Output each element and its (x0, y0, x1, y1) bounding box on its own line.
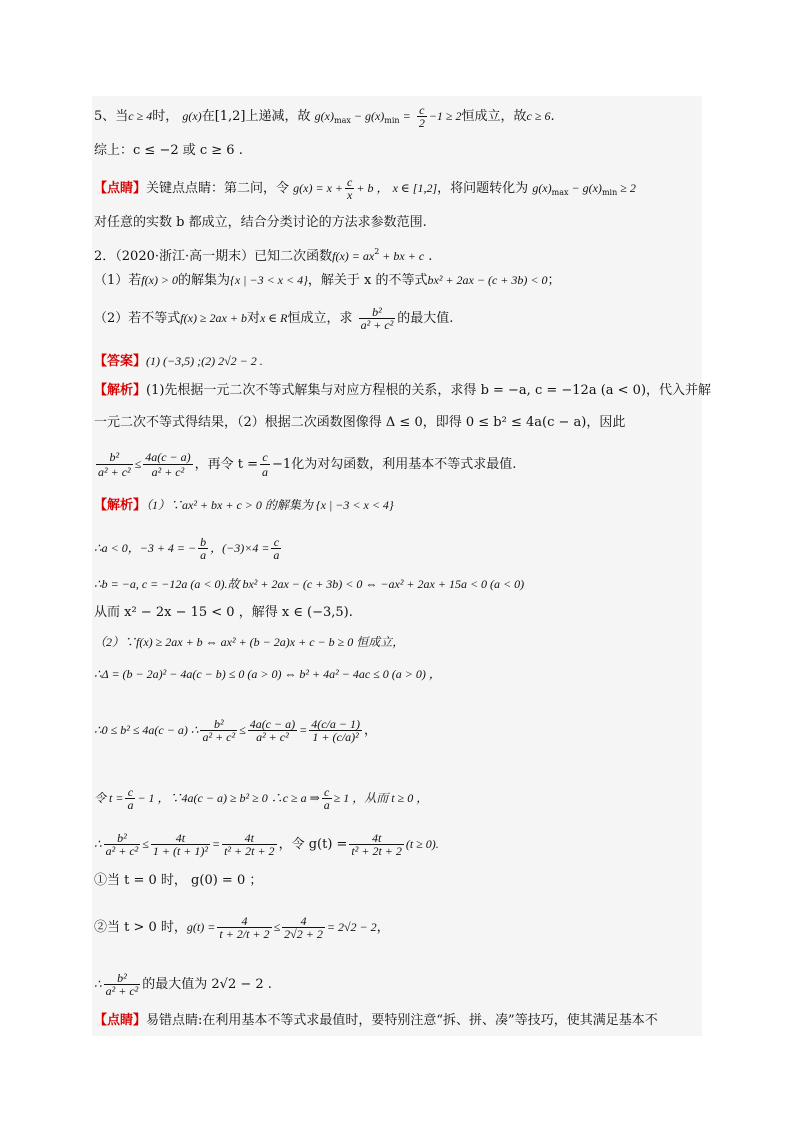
line-analysis-2 (94, 414, 625, 432)
math: g(x) (314, 109, 334, 123)
document-page (92, 96, 702, 1036)
math: x ∈ [1,2] (392, 181, 438, 195)
text: 恒成立，求 (287, 311, 353, 326)
math: c ≥ 6 (526, 109, 551, 123)
text: 关键点点睛：第二问，令 (146, 181, 290, 196)
text: 综上：c ≤ −2 或 c ≥ 6 . (94, 143, 243, 158)
math: g(x) (532, 181, 552, 195)
line-final-note (94, 1012, 658, 1030)
text: 2．（2020·浙江·高一期末）已知二次函数 (94, 249, 333, 264)
math: ≥ 2 (617, 181, 636, 195)
math: {x | −3 < x < 4} (230, 273, 308, 287)
tag-dianjing: 【点睛】 (94, 1013, 147, 1028)
line-solution-8: 令 t = $\frac{c}{a}$ − 1 ，∵4a(c − a) ≥ b² ≥ 0 ∴c ≥ a ⇒ $\frac{c}{a}$ ≥ 1 ，从而 t ≥ 0 ， (94, 785, 429, 812)
text: ，将问题转化为 (437, 181, 529, 196)
math: −1 ≥ 2 (428, 109, 462, 123)
text: 时， (152, 109, 179, 124)
math: + b ， (356, 181, 389, 195)
math: g(x) (182, 109, 202, 123)
text: 的解集为 (178, 273, 231, 288)
line-solution-4: 从而 x² − 2x − 15 < 0 ，解得 x ∈ (−3,5). (94, 605, 353, 620)
text: 对任意的实数 b 都成立，结合分类讨论的方法求参数范围. (94, 215, 427, 230)
math: g(x) = x + (293, 181, 344, 195)
fraction: $\frac{c}{2}$ (418, 103, 425, 130)
text: ，解关于 x 的不等式 (307, 273, 428, 288)
line-analysis-3: $\frac{\text{b²}}{\text{a² + c²}}$ ≤ $\frac{4a(c - a)}{\text{a² + c²}}$ ，再令 t = $\frac{c}{a}$ −1化为对勾函数，利用基本不等式求最值. (98, 450, 517, 479)
line-key-point-cont (94, 214, 427, 232)
math: + bx + c (379, 249, 425, 263)
math: f(x) > 0 (141, 273, 179, 287)
line-solution-1 (94, 496, 394, 515)
text: 5、当 (94, 109, 129, 124)
math: c ≥ 4 (128, 109, 153, 123)
line-problem-2-part1: （1）若f(x) > 0的解集为{x | −3 < x < 4}，解关于 x 的不等式bx² + 2ax − (c + 3b) < 0； (94, 273, 561, 288)
subscript: min (384, 116, 400, 125)
math: − g(x) (350, 109, 385, 123)
line-key-point: 【点睛】关键点点睛：第二问，令 g(x) = x + $\frac{c}{x}$ + b ， x ∈ [1,2]，将问题转化为 $g(x)_{max} - g(x)_{min} \ge 2$ (94, 175, 636, 202)
line-answer (94, 352, 263, 371)
tag-solution: 【解析】 (94, 498, 147, 513)
math: x ∈ R (259, 311, 288, 325)
text: . (550, 109, 555, 124)
text: （2）若不等式 (94, 311, 181, 326)
line-solution-7: ∴0 ≤ b² ≤ 4a(c − a) ∴ $\frac{\text{b²}}{\text{a² + c²}}$ ≤ $\frac{4a(c - a)}{\text{a² + c²}}$ = $\frac{4(c/a - 1)}{\text{1 + (c/a)²}}$ ， (94, 717, 377, 744)
math: − g(x) (568, 181, 602, 195)
line-solution-5: （2）∵f(x) ≥ 2ax + b ⇔ ax² + (b − 2a)x + c − b ≥ 0 恒成立， (94, 635, 405, 649)
line-solution-11: ②当 t > 0 时，g(t) = $\frac{4}{t + 2/t + 2}$ ≤ $\frac{4}{2√2 + 2}$ = 2√2 − 2， (94, 914, 390, 941)
math: f(x) = ax (332, 249, 375, 263)
line-solution-12: ∴ $\frac{\text{b²}}{\text{a² + c²}}$ 的最大值为 2√2 − 2 . (94, 971, 272, 998)
text: 一元二次不等式得结果，（2）根据二次函数图像得 Δ ≤ 0，即得 0 ≤ b² ≤ 4a(c − a)，因此 (94, 415, 626, 430)
math: bx² + 2ax − (c + 3b) < 0 (427, 273, 548, 287)
line-analysis-1 (94, 382, 711, 400)
line-solution-3: ∴b = −a, c = −12a (a < 0).故 bx² + 2ax − (c + 3b) < 0 ⇔ −ax² + 2ax + 15a < 0 (a < 0) (94, 577, 525, 591)
tag-answer: 【答案】 (94, 354, 147, 369)
text: 易错点睛:在利用基本不等式求最值时，要特别注意“拆、拼、凑”等技巧，使其满足基本不 (146, 1013, 658, 1028)
text: 对 (246, 311, 260, 326)
line-solution-10: ①当 t = 0 时， g(0) = 0 ； (94, 873, 263, 888)
line-solution-2: ∴a < 0，−3 + 4 = − $\frac{b}{a}$ ，(−3)×4 = $\frac{c}{a}$ (94, 535, 280, 562)
text: (1)先根据一元二次不等式解集与对应方程根的关系，求得 b = −a, c = −12a (a < 0)，代入并解 (146, 383, 712, 398)
tag-dianjing: 【点睛】 (94, 181, 147, 196)
line-case-5 (94, 104, 555, 130)
fraction: $\frac{c}{x}$ (347, 175, 353, 202)
text: 的最大值. (397, 311, 454, 326)
fraction: $\frac{\text{b²}}{\text{a² + c²}}$ (360, 305, 394, 332)
line-solution-9: ∴ $\frac{\text{b²}}{\text{a² + c²}}$ ≤ $\frac{4t}{\text{1 + (t + 1)²}}$ = $\frac{4t}{\text{t² + 2t + 2}}$ ，令 g(t) = $\frac{4t}{\text{t² + 2t + 2}}$ (t ≥ 0). (94, 831, 439, 858)
tag-analysis: 【解析】 (94, 383, 147, 398)
line-summary (94, 142, 243, 160)
answer-text: (1) (−3,5) ;(2) 2√2 − 2 . (146, 354, 263, 368)
math: f(x) ≥ 2ax + b (180, 311, 247, 325)
text: （1）若 (94, 273, 142, 288)
text: 在[1,2]上递减，故 (201, 109, 311, 124)
text: 恒成立，故 (461, 109, 527, 124)
math: = (399, 109, 411, 123)
math: （1）∵ax² + bx + c > 0 的解集为 {x | −3 < x < 4} (146, 498, 394, 512)
subscript: max (333, 116, 351, 125)
line-problem-2: 2．（2020·浙江·高一期末）已知二次函数$f(x) = ax^2$ + bx + c . (94, 247, 433, 264)
line-solution-6: ∴Δ = (b − 2a)² − 4a(c − b) ≤ 0 (a > 0) ⇔ b² + 4a² − 4ac ≤ 0 (a > 0) ， (94, 667, 441, 681)
line-problem-2-part2 (94, 306, 453, 331)
